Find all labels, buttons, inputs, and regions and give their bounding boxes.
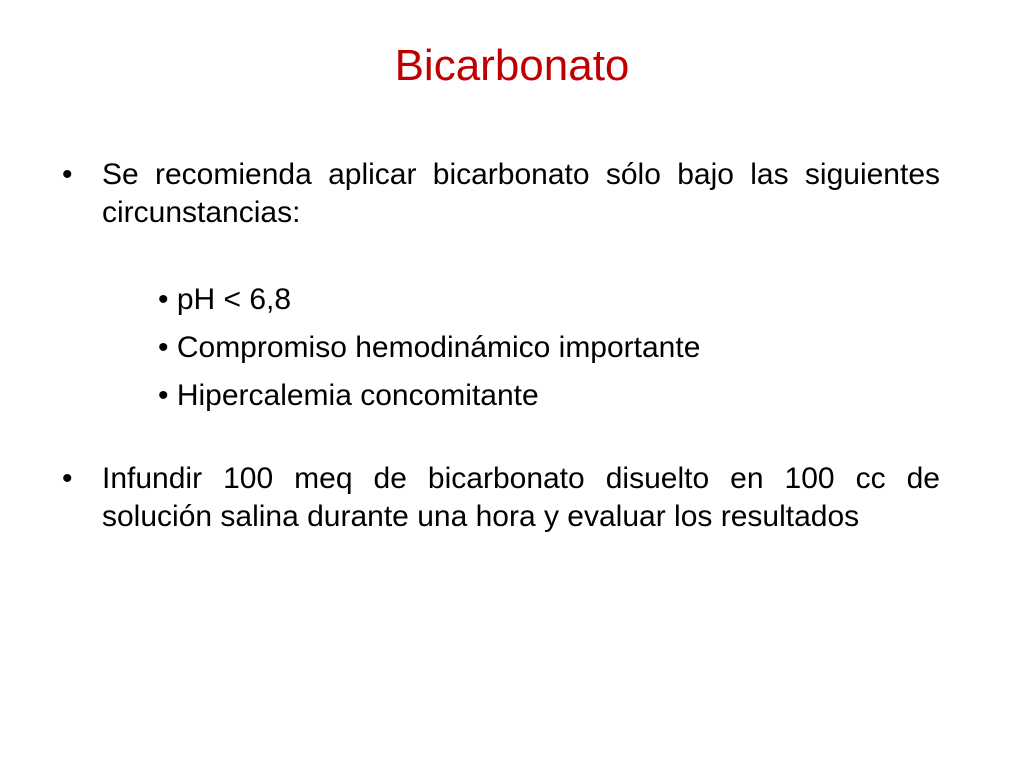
- sub-bullet-item: • Hipercalemia concomitante: [158, 379, 539, 412]
- sub-bullet-list: [158, 276, 940, 420]
- sub-bullet-item: • pH < 6,8: [158, 283, 292, 316]
- slide-title: Bicarbonato: [394, 41, 630, 90]
- slide-body: [60, 156, 940, 536]
- bullet-marker: •: [62, 158, 73, 191]
- bullet-item: [60, 460, 940, 536]
- bullet-marker: •: [62, 462, 73, 495]
- bullet-text: Infundir 100 meq de bicarbonato disuelto en 100 cc de solución salina durante una hora y evaluar los resultados: [102, 462, 940, 533]
- bullet-item: [60, 156, 940, 232]
- sub-bullet-item: • Compromiso hemodinámico importante: [158, 331, 701, 364]
- bullet-text: Se recomienda aplicar bicarbonato sólo bajo las siguientes circunstancias:: [102, 158, 940, 229]
